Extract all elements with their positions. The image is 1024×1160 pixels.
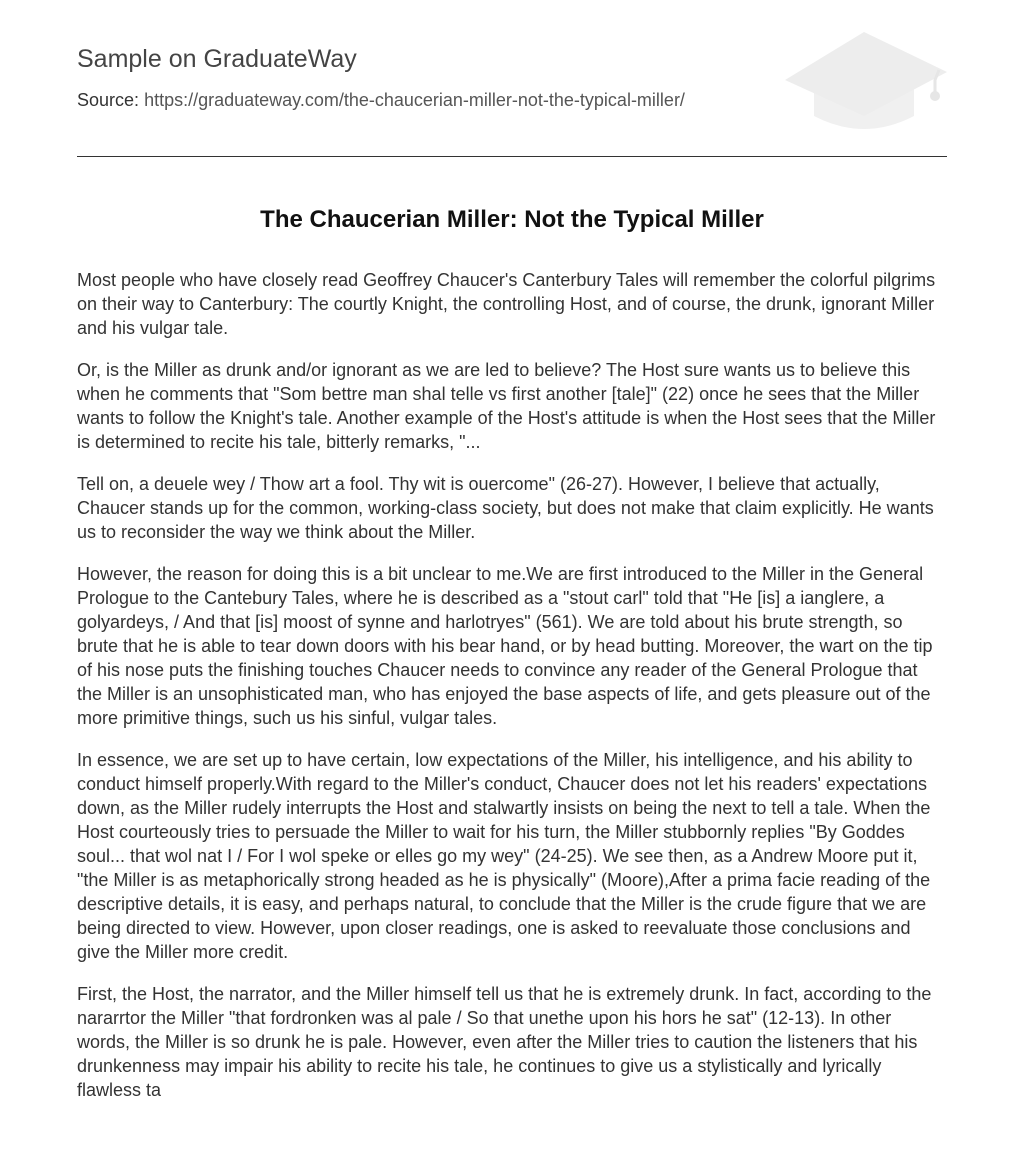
paragraph: However, the reason for doing this is a bit unclear to me.We are first introduced to the Miller in the General Prologue to the Cantebury Tales, where he is described as a "stout carl" told that "He [is] a ianglere, a golyardeys, / And that [is] moost of synne and harlotryes" (561). We are told about his brute strength, so brute that he is able to tear down doors with his bear hand, or by head butting. Moreover, the wart on the tip of his nose puts the finishing touches Chaucer needs to convince any reader of the General Prologue that the Miller is an unsophisticated man, who has enjoyed the base aspects of life, and gets pleasure out of the more primitive things, such us his sinful, vulgar tales.: [77, 564, 933, 728]
document-title: The Chaucerian Miller: Not the Typical Miller: [260, 206, 764, 233]
paragraph: Most people who have closely read Geoffrey Chaucer's Canterbury Tales will remember the colorful pilgrims on their way to Canterbury: The courtly Knight, the controlling Host, and of course, the drunk, ignorant Miller and his vulgar tale.: [77, 270, 936, 338]
header: [77, 0, 947, 157]
source-line: [77, 89, 685, 111]
graduation-cap-icon: [781, 30, 947, 134]
paragraph: Tell on, a deuele wey / Thow art a fool. Thy wit is ouercome" (26-27). However, I believe that actually, Chaucer stands up for the common, working-class society, but does not make that claim explicitly. He wants us to reconsider the way we think about the Miller.: [77, 474, 934, 542]
document-body: [77, 268, 947, 1120]
source-link[interactable]: https://graduateway.com/the-chaucerian-miller-not-the-typical-miller/: [144, 90, 685, 110]
site-title: Sample on GraduateWay: [77, 45, 357, 73]
paragraph: First, the Host, the narrator, and the Miller himself tell us that he is extremely drunk. In fact, according to the nararrtor the Miller "that fordronken was al pale / So that unethe upon his hors he sat" (12-13). In other words, the Miller is so drunk he is pale. However, even after the Miller tries to caution the listeners that his drunkenness may impair his ability to recite his tale, he continues to give us a stylistically and lyrically flawless ta: [77, 984, 932, 1100]
paragraph: In essence, we are set up to have certain, low expectations of the Miller, his intelligence, and his ability to conduct himself properly.With regard to the Miller's conduct, Chaucer does not let his readers' expectations down, as the Miller rudely interrupts the Host and stalwartly insists on being the next to tell a tale. When the Host courteously tries to persuade the Miller to wait for his turn, the Miller stubbornly replies "By Goddes soul... that wol nat I / For I wol speke or elles go my wey" (24-25). We see then, as a Andrew Moore put it, "the Miller is as metaphorically strong headed as he is physically" (Moore),After a prima facie reading of the descriptive details, it is easy, and perhaps natural, to conclude that the Miller is the crude figure that we are being directed to view. However, upon closer readings, one is asked to reevaluate those conclusions and give the Miller more credit.: [77, 750, 931, 962]
source-label: Source:: [77, 90, 140, 110]
paragraph: Or, is the Miller as drunk and/or ignorant as we are led to believe? The Host sure wants us to believe this when he comments that "Som bettre man shal telle vs first another [tale]" (22) once he sees that the Miller wants to follow the Knight's tale. Another example of the Host's attitude is when the Host sees that the Miller is determined to recite his tale, bitterly remarks, "...: [77, 360, 936, 452]
page: [77, 0, 947, 1100]
